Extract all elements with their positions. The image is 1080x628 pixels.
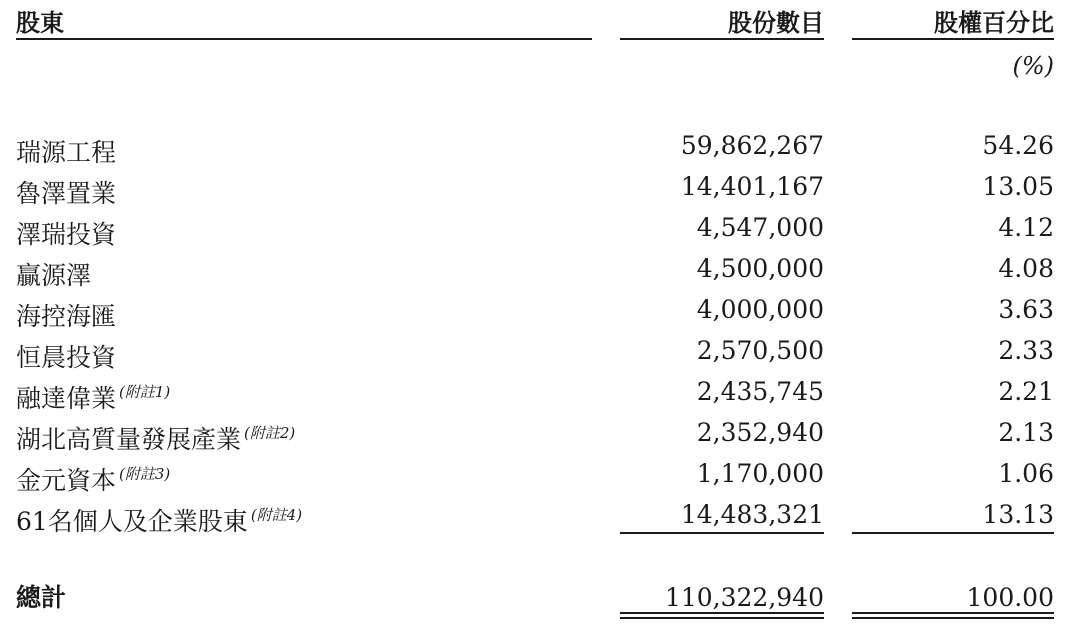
table-row xyxy=(0,210,1080,250)
shareholder-name: 61名個人及企業股東 $^{(附註4)}$ xyxy=(16,506,303,536)
table-row xyxy=(0,292,1080,332)
total-shares: 110,322,940 xyxy=(664,583,824,612)
table-row xyxy=(0,251,1080,291)
share-count: 14,401,167 xyxy=(680,172,824,201)
total-double-rule-shares xyxy=(620,612,824,619)
header-rule-shares xyxy=(620,38,824,40)
share-percentage: 2.21 xyxy=(998,377,1054,406)
share-count: 59,862,267 xyxy=(680,131,824,160)
share-percentage: 54.26 xyxy=(982,131,1054,160)
share-percentage: 13.13 xyxy=(982,500,1054,529)
header-shareholder: 股東 xyxy=(16,8,64,37)
total-label: 總計 xyxy=(16,583,67,612)
footnote-ref: (附註1) xyxy=(119,383,171,401)
shareholder-name: 融達偉業 $^{(附註1)}$ xyxy=(16,383,171,413)
table-row xyxy=(0,333,1080,373)
share-percentage: 2.33 xyxy=(998,336,1054,365)
share-count: 4,500,000 xyxy=(696,254,824,283)
header-shares: 股份數目 xyxy=(728,8,824,37)
shareholder-name: 澤瑞投資 xyxy=(16,220,117,249)
header-rule-shareholder xyxy=(16,38,592,40)
share-percentage: 1.06 xyxy=(998,459,1054,488)
footnote-ref: (附註2) xyxy=(244,424,296,442)
table-row xyxy=(0,456,1080,496)
shareholder-name: 贏源澤 xyxy=(16,261,92,290)
share-count: 4,547,000 xyxy=(696,213,824,242)
table-row xyxy=(0,374,1080,414)
shareholder-name: 金元資本 $^{(附註3)}$ xyxy=(16,465,171,495)
subtotal-rule-percentage xyxy=(852,532,1054,534)
total-percentage: 100.00 xyxy=(966,583,1054,612)
share-percentage: 4.08 xyxy=(998,254,1054,283)
subtotal-rule-shares xyxy=(620,532,824,534)
share-count: 4,000,000 xyxy=(696,295,824,324)
share-count: 14,483,321 xyxy=(680,500,824,529)
shareholder-name: 湖北高質量發展產業 $^{(附註2)}$ xyxy=(16,424,296,454)
footnote-ref: (附註3) xyxy=(119,465,171,483)
table-row xyxy=(0,128,1080,168)
header-percentage: 股權百分比 xyxy=(934,8,1054,37)
share-count: 2,570,500 xyxy=(696,336,824,365)
share-count: 1,170,000 xyxy=(696,459,824,488)
header-rule-percentage xyxy=(852,38,1054,40)
shareholder-name: 海控海匯 xyxy=(16,302,117,331)
total-double-rule-percentage xyxy=(852,612,1054,619)
share-count: 2,435,745 xyxy=(696,377,824,406)
percentage-unit: (%) xyxy=(1012,52,1054,80)
share-percentage: 13.05 xyxy=(982,172,1054,201)
share-percentage: 3.63 xyxy=(998,295,1054,324)
shareholder-name: 恒晨投資 xyxy=(16,343,117,372)
table-row xyxy=(0,497,1080,537)
table-row xyxy=(0,169,1080,209)
shareholder-name: 魯澤置業 xyxy=(16,179,117,208)
share-percentage: 4.12 xyxy=(998,213,1054,242)
shareholder-name: 瑞源工程 xyxy=(16,138,117,167)
table-row xyxy=(0,415,1080,455)
share-percentage: 2.13 xyxy=(998,418,1054,447)
share-count: 2,352,940 xyxy=(696,418,824,447)
footnote-ref: (附註4) xyxy=(250,506,303,524)
